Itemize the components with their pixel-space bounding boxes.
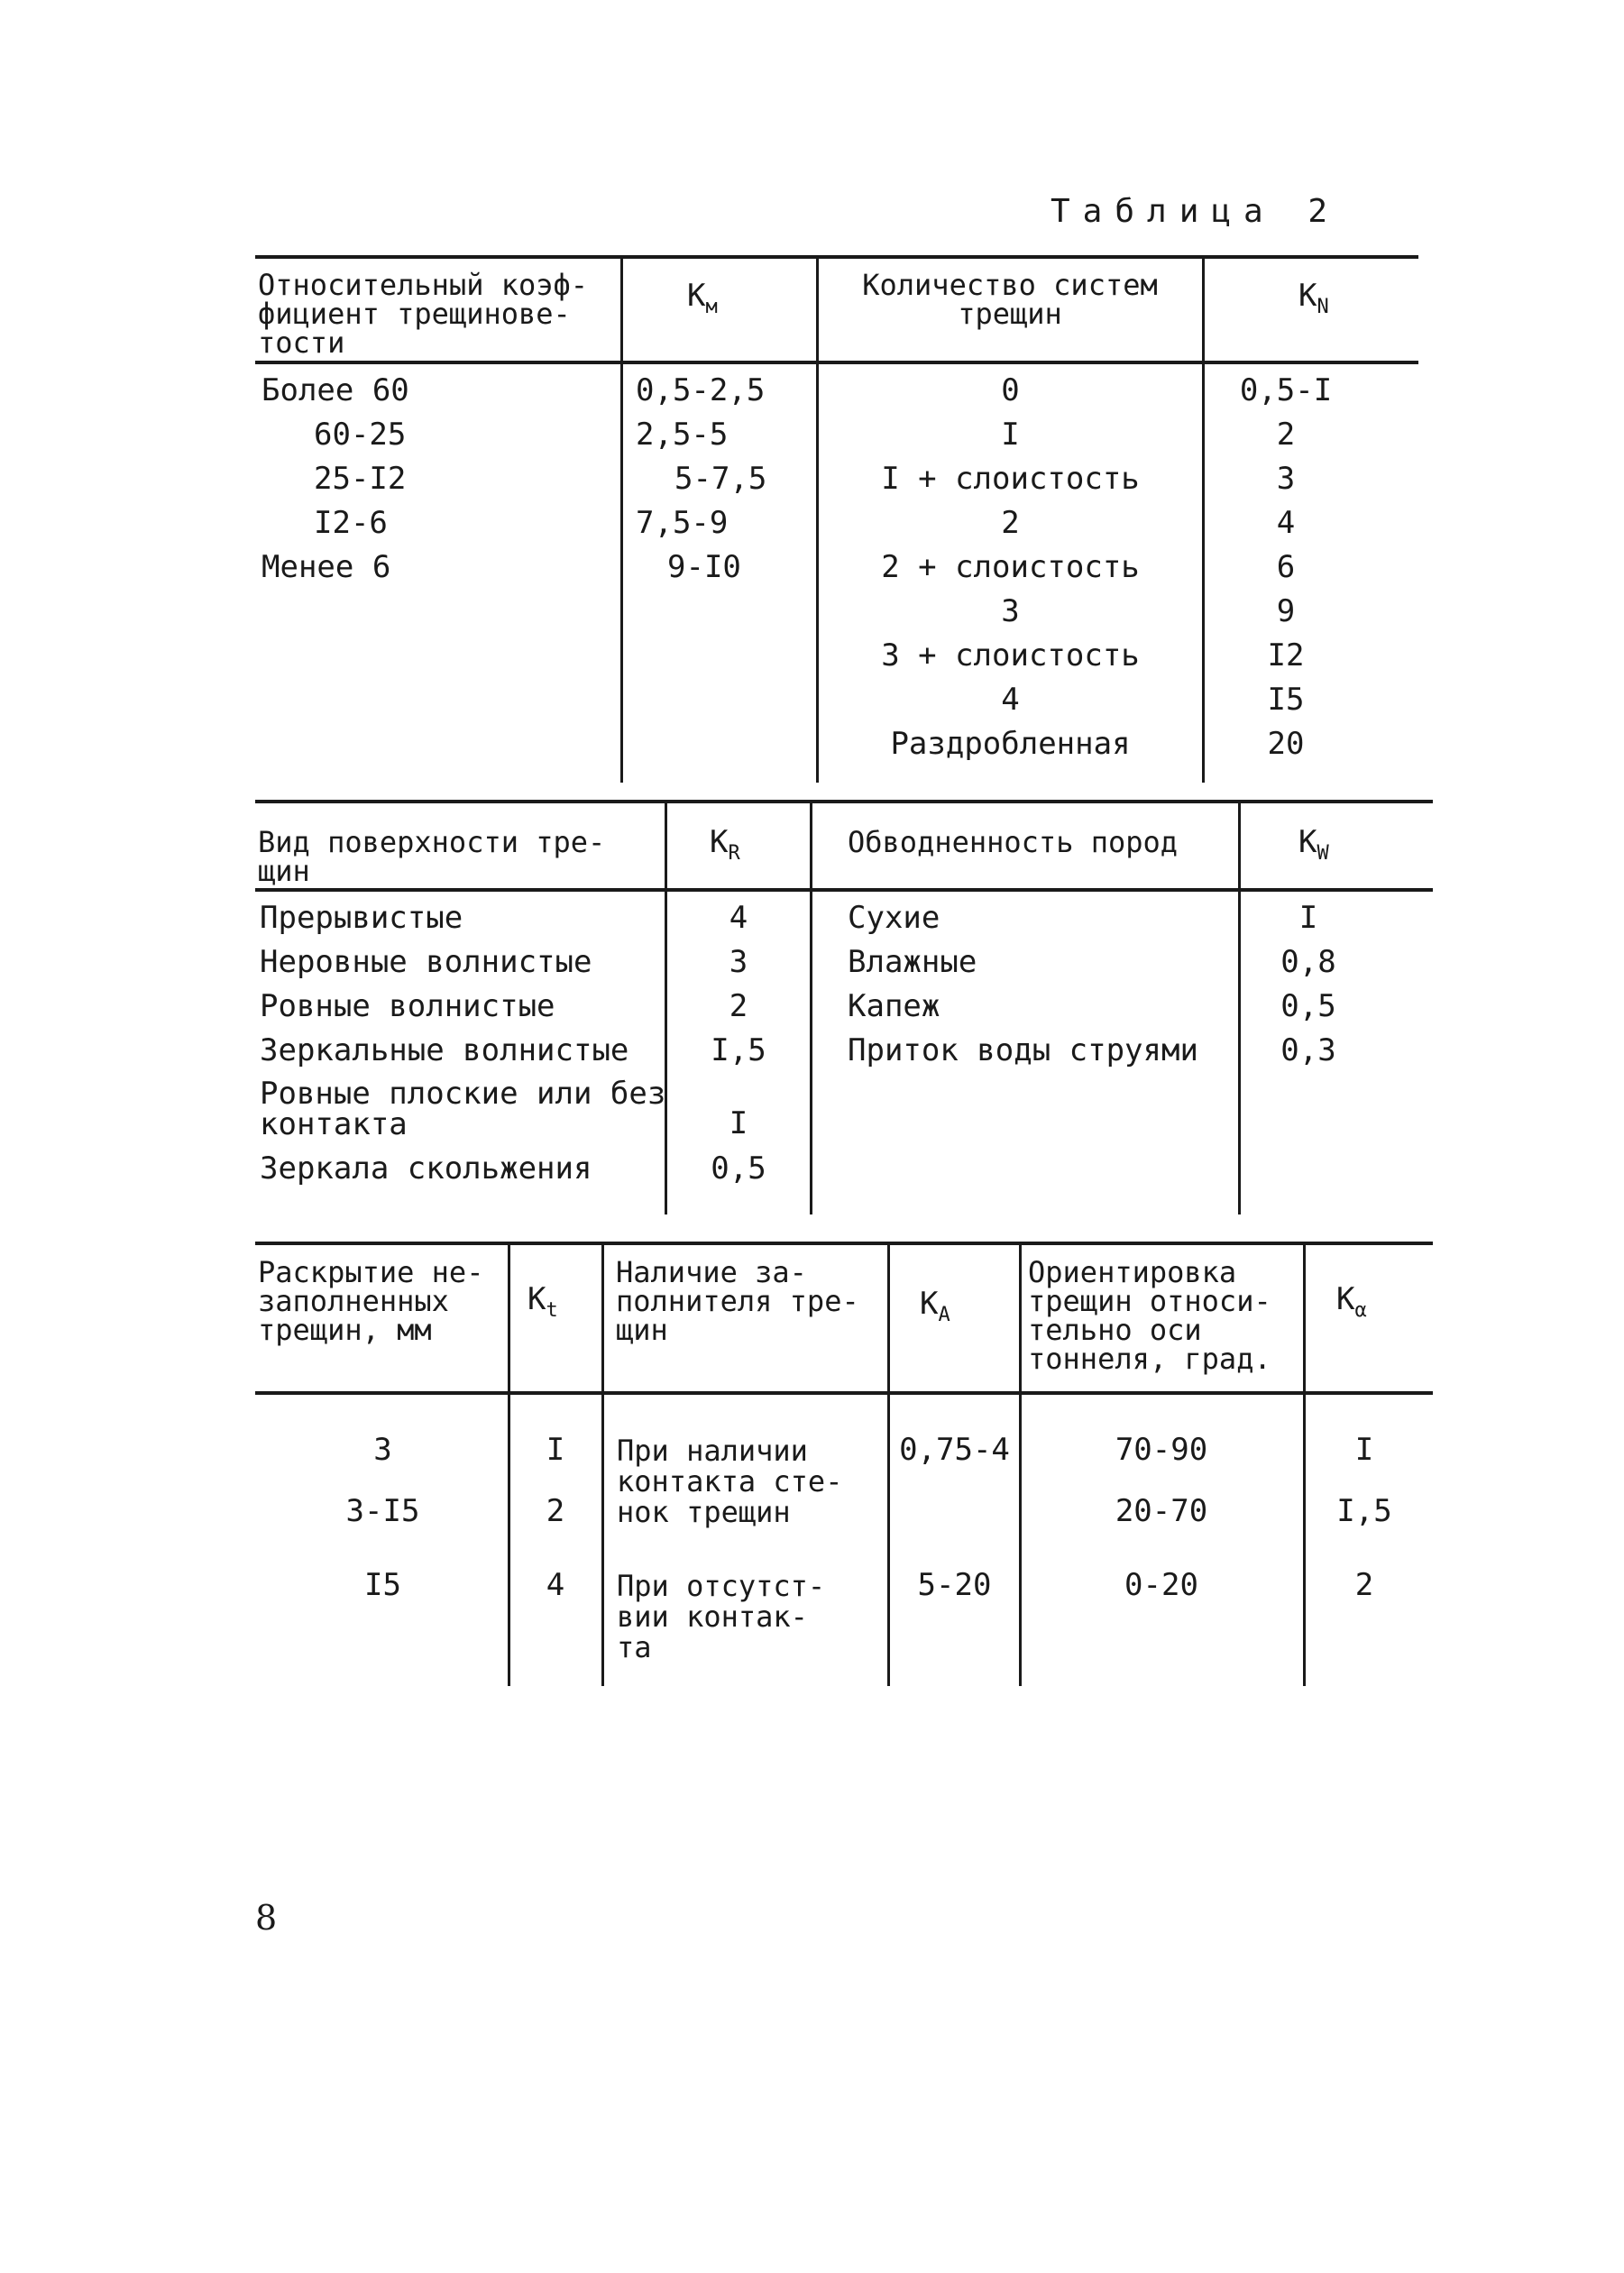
table1-cell-systems: 3: [1001, 593, 1020, 629]
table2-cell-kr: I,5: [711, 1032, 766, 1068]
table1-cell-kn: 6: [1276, 549, 1296, 585]
table2-cell-watering: Сухие: [848, 900, 940, 936]
km-symbol: К: [687, 278, 706, 314]
table1-cell-coef: 60-25: [314, 417, 407, 453]
table2-cell-kw: I: [1298, 900, 1318, 936]
table3-header-opening: Раскрытие не- заполненных трещин, мм: [258, 1255, 484, 1347]
table3-header-orientation: Ориентировка трещин относи- тельно оси тоннеля, град.: [1028, 1255, 1271, 1376]
table1-cell-kn: 2: [1276, 417, 1296, 453]
table1-cell-coef: 25-I2: [314, 461, 407, 497]
kn-subscript: N: [1317, 296, 1329, 318]
table2-cell-kw: 0,3: [1280, 1032, 1336, 1068]
table2-header-kr: [710, 824, 740, 868]
table1-cell-systems: 2 + слоистость: [881, 549, 1140, 585]
table3-cell-kt: 4: [546, 1567, 565, 1603]
table1-cell-km: 5-7,5: [674, 461, 767, 497]
table3-cell-orientation: 20-70: [1115, 1493, 1208, 1529]
table3-cell-kt: I: [546, 1432, 565, 1468]
table3-cell-kt: 2: [546, 1493, 565, 1529]
table1-header-systems-count: Количество систем трещин: [862, 268, 1158, 331]
table1-cell-coef: Более 60: [261, 372, 409, 408]
table2-top-rule: [255, 800, 1433, 803]
kr-subscript: R: [728, 842, 740, 865]
table1-cell-systems: 0: [1001, 372, 1020, 408]
table1-cell-systems: I: [1001, 417, 1020, 453]
table3-cell-kalpha: I,5: [1336, 1493, 1392, 1529]
table3-cell-ka: 0,75-4: [899, 1432, 1010, 1468]
table2-cell-surface: Прерывистые: [260, 900, 463, 936]
kt-symbol: К: [528, 1281, 546, 1317]
table1-cell-systems: I + слоистость: [881, 461, 1140, 497]
table1-cell-kn: 3: [1276, 461, 1296, 497]
table2-header-kw: [1298, 824, 1329, 868]
table2-cell-surface: Зеркальные волнистые: [260, 1032, 629, 1068]
table1-top-rule: [255, 255, 1418, 259]
ka-symbol: К: [920, 1286, 939, 1322]
table1-cell-kn: 20: [1267, 726, 1305, 762]
table3-cell-filler: При наличии контакта сте- нок трещин: [617, 1434, 843, 1529]
table3-top-rule: [255, 1242, 1433, 1245]
table1-cell-kn: I2: [1267, 637, 1305, 674]
table2-cell-watering: Капеж: [848, 988, 940, 1024]
table2-header-watering: Обводненность пород: [848, 825, 1179, 859]
table1-header-kn: [1298, 278, 1329, 322]
table1-header-rule: [255, 361, 1418, 364]
kt-subscript: t: [546, 1299, 558, 1322]
table3-cell-opening: 3: [373, 1432, 392, 1468]
table1-cell-kn: 4: [1276, 505, 1296, 541]
table2-cell-surface: Зеркала скольжения: [260, 1150, 592, 1187]
kw-symbol: К: [1298, 824, 1317, 860]
table2-cell-kw: 0,8: [1280, 944, 1336, 980]
kr-symbol: К: [710, 824, 729, 860]
table3-cell-ka: 5-20: [917, 1567, 992, 1603]
table3-header-kalpha: [1336, 1281, 1367, 1325]
table1-cell-coef: I2-6: [314, 505, 388, 541]
table1-cell-systems: 2: [1001, 505, 1020, 541]
table3-cell-filler: При отсутст- вии контак- та: [617, 1569, 826, 1664]
table2-cell-kr: I: [729, 1105, 748, 1141]
table1-cell-km: 2,5-5: [636, 417, 729, 453]
kalpha-symbol: К: [1336, 1281, 1355, 1317]
table3-cell-kalpha: 2: [1354, 1567, 1374, 1603]
table2-cell-watering: Приток воды струями: [848, 1032, 1198, 1068]
table3-header-kt: [528, 1281, 558, 1325]
table3-header-filler: Наличие за- полнителя тре- щин: [616, 1255, 859, 1347]
table2-cell-kw: 0,5: [1280, 988, 1336, 1024]
table2-divider-2: [810, 800, 812, 1214]
kalpha-subscript: α: [1354, 1299, 1367, 1322]
table1-header-relative-coefficient: Относительный коэф- фициент трещинове- тости: [258, 268, 589, 360]
table1-cell-kn: I5: [1267, 682, 1305, 718]
table2-cell-watering: Влажные: [848, 944, 977, 980]
table3-divider-2: [601, 1242, 604, 1686]
table1-cell-kn: 0,5-I: [1239, 372, 1333, 408]
table1-cell-km: 9-I0: [667, 549, 741, 585]
kw-subscript: W: [1317, 842, 1329, 865]
table1-divider-1: [620, 255, 623, 783]
table3-cell-orientation: 0-20: [1124, 1567, 1198, 1603]
table1-cell-km: 7,5-9: [636, 505, 729, 541]
table1-cell-systems: Раздробленная: [890, 726, 1131, 762]
table3-header-rule: [255, 1391, 1433, 1395]
table2-cell-surface: Ровные плоские или без контакта: [260, 1076, 666, 1142]
table2-header-surface-type: Вид поверхности тре- щин: [258, 825, 606, 888]
page-number: 8: [255, 1898, 278, 1938]
ka-subscript: A: [938, 1304, 950, 1326]
table3-cell-opening: 3-I5: [345, 1493, 420, 1529]
table2-cell-kr: 0,5: [711, 1150, 766, 1187]
table-title: Таблица 2: [1051, 193, 1341, 230]
table1-cell-coef: Менее 6: [261, 549, 391, 585]
table2-cell-surface: Ровные волнистые: [260, 988, 555, 1024]
table2-cell-kr: 4: [729, 900, 748, 936]
table3-cell-orientation: 70-90: [1115, 1432, 1208, 1468]
table1-cell-kn: 9: [1276, 593, 1296, 629]
table1-cell-km: 0,5-2,5: [636, 372, 766, 408]
table2-header-rule: [255, 888, 1433, 892]
km-subscript: м: [705, 296, 718, 318]
table3-cell-kalpha: I: [1354, 1432, 1374, 1468]
kn-symbol: К: [1298, 278, 1317, 314]
table3-header-ka: [920, 1286, 950, 1330]
table3-cell-opening: I5: [364, 1567, 401, 1603]
table2-cell-kr: 3: [729, 944, 748, 980]
table1-cell-systems: 3 + слоистость: [881, 637, 1140, 674]
table1-header-km: [687, 278, 718, 322]
table2-cell-kr: 2: [729, 988, 748, 1024]
table1-cell-systems: 4: [1001, 682, 1020, 718]
table2-cell-surface: Неровные волнистые: [260, 944, 592, 980]
